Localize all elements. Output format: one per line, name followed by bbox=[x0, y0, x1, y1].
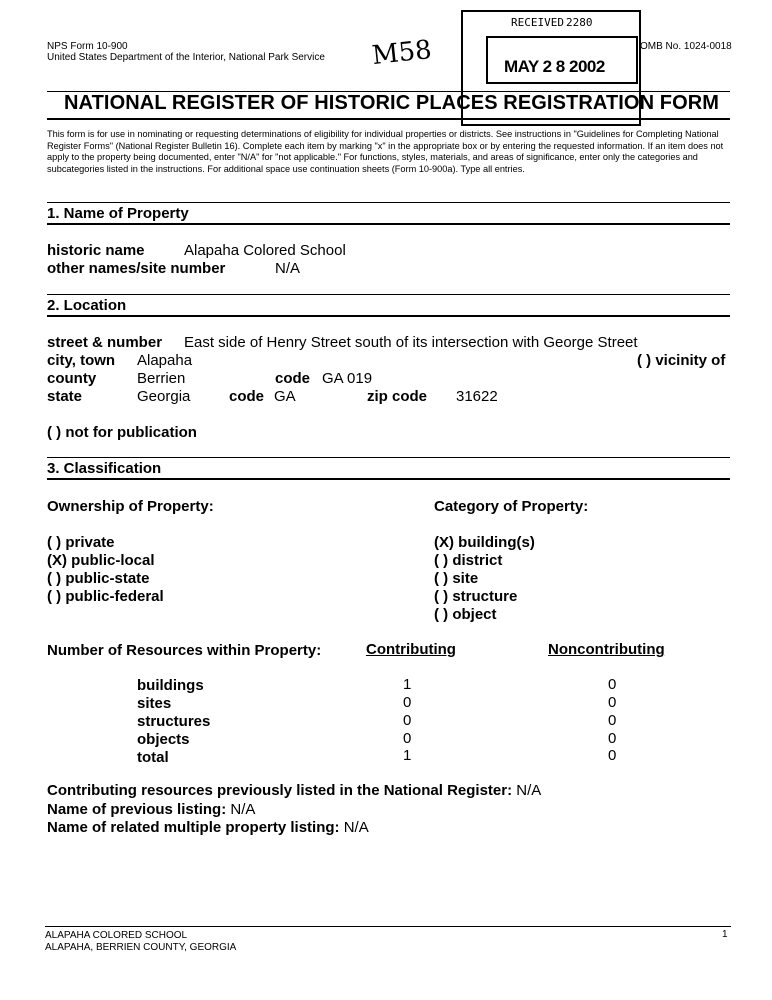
resource-noncontributing: 0 bbox=[608, 694, 617, 711]
vicinity-checkbox: ( ) vicinity of bbox=[637, 352, 726, 369]
resource-contributing: 1 bbox=[403, 747, 412, 764]
department-line: United States Department of the Interior, National Park Service bbox=[47, 52, 325, 63]
noncontributing-header: Noncontributing bbox=[548, 641, 665, 658]
historic-name-value: Alapaha Colored School bbox=[184, 242, 346, 259]
street-value: East side of Henry Street south of its intersection with George Street bbox=[184, 334, 638, 351]
section1-rule-bottom bbox=[47, 223, 730, 225]
resource-contributing: 0 bbox=[403, 694, 412, 711]
category-object: ( ) object bbox=[434, 606, 497, 623]
resource-noncontributing: 0 bbox=[608, 747, 617, 764]
state-label: state bbox=[47, 388, 83, 405]
ownership-public-federal: ( ) public-federal bbox=[47, 588, 164, 605]
omb-number: OMB No. 1024-0018 bbox=[640, 41, 732, 52]
city-label: city, town bbox=[47, 352, 116, 369]
page-title: NATIONAL REGISTER OF HISTORIC PLACES REGISTRATION FORM bbox=[64, 92, 720, 114]
category-label: Category of Property: bbox=[434, 498, 589, 515]
category-buildings: (X) building(s) bbox=[434, 534, 535, 551]
city-value: Alapaha bbox=[137, 352, 193, 369]
resource-label: sites bbox=[137, 695, 172, 712]
state-code-label: code bbox=[229, 388, 265, 405]
section2-rule-bottom bbox=[47, 315, 730, 317]
previously-listed-value: N/A bbox=[516, 782, 542, 799]
category-site: ( ) site bbox=[434, 570, 479, 587]
state-value: Georgia bbox=[137, 388, 191, 405]
stamp-received-label: RECEIVED bbox=[511, 16, 564, 29]
section3-heading: 3. Classification bbox=[47, 460, 162, 477]
county-code-label: code bbox=[275, 370, 311, 387]
zip-label: zip code bbox=[367, 388, 428, 405]
section3-rule-bottom bbox=[47, 478, 730, 480]
ownership-label: Ownership of Property: bbox=[47, 498, 214, 515]
section2-heading: 2. Location bbox=[47, 297, 127, 314]
section1-rule-top bbox=[47, 202, 730, 203]
page-number: 1 bbox=[722, 929, 728, 940]
county-code-value: GA 019 bbox=[322, 370, 373, 387]
form-number: NPS Form 10-900 bbox=[47, 41, 128, 52]
contributing-header: Contributing bbox=[366, 641, 456, 658]
related-mpl-label: Name of related multiple property listing: bbox=[47, 819, 340, 836]
category-district: ( ) district bbox=[434, 552, 503, 569]
historic-name-label: historic name bbox=[47, 242, 145, 259]
footer-property-name: ALAPAHA COLORED SCHOOL bbox=[45, 930, 188, 941]
ownership-public-local: (X) public-local bbox=[47, 552, 155, 569]
section3-rule-top bbox=[47, 457, 730, 458]
section1-heading: 1. Name of Property bbox=[47, 205, 189, 222]
resource-contributing: 1 bbox=[403, 676, 412, 693]
county-label: county bbox=[47, 370, 97, 387]
handwritten-note: M58 bbox=[370, 34, 434, 72]
resource-label: buildings bbox=[137, 677, 204, 694]
previously-listed-label: Contributing resources previously listed in the National Register: bbox=[47, 782, 513, 799]
stamp-received-number: 2280 bbox=[566, 16, 593, 29]
street-label: street & number bbox=[47, 334, 163, 351]
resource-contributing: 0 bbox=[403, 712, 412, 729]
related-mpl-value: N/A bbox=[343, 819, 369, 836]
footer-rule bbox=[45, 926, 731, 927]
category-structure: ( ) structure bbox=[434, 588, 518, 605]
other-names-value: N/A bbox=[275, 260, 301, 277]
resource-label: structures bbox=[137, 713, 211, 730]
resource-noncontributing: 0 bbox=[608, 712, 617, 729]
previous-listing-label: Name of previous listing: bbox=[47, 801, 227, 818]
resource-noncontributing: 0 bbox=[608, 676, 617, 693]
resource-contributing: 0 bbox=[403, 730, 412, 747]
resource-noncontributing: 0 bbox=[608, 730, 617, 747]
resource-label: total bbox=[137, 749, 169, 766]
section2-rule-top bbox=[47, 294, 730, 295]
intro-paragraph: This form is for use in nominating or requesting determinations of eligibility for individual properties or districts. See instructions in "Guidelines for Completing National Register Forms" (National Register Bulletin 16). Complete each item by marking "x" in the appropriate box or by entering the requested information. If an item does not apply to the property being documented, enter "N/A" for "not applicable." For functions, styles, materials, and areas of significance, enter only the categories and subcategories listed in the instructions. For additional space use continuation sheets (Form 10-900a). Type all entries. bbox=[47, 129, 724, 174]
not-for-publication: ( ) not for publication bbox=[47, 424, 197, 441]
zip-value: 31622 bbox=[456, 388, 498, 405]
stamp-date: MAY 2 8 2002 bbox=[504, 57, 605, 76]
other-names-label: other names/site number bbox=[47, 260, 226, 277]
footer-location: ALAPAHA, BERRIEN COUNTY, GEORGIA bbox=[45, 942, 237, 953]
resources-label: Number of Resources within Property: bbox=[47, 642, 322, 659]
title-rule-bottom bbox=[47, 118, 730, 120]
previous-listing-value: N/A bbox=[230, 801, 256, 818]
ownership-private: ( ) private bbox=[47, 534, 115, 551]
county-value: Berrien bbox=[137, 370, 186, 387]
resource-label: objects bbox=[137, 731, 190, 748]
ownership-public-state: ( ) public-state bbox=[47, 570, 150, 587]
state-code-value: GA bbox=[274, 388, 296, 405]
